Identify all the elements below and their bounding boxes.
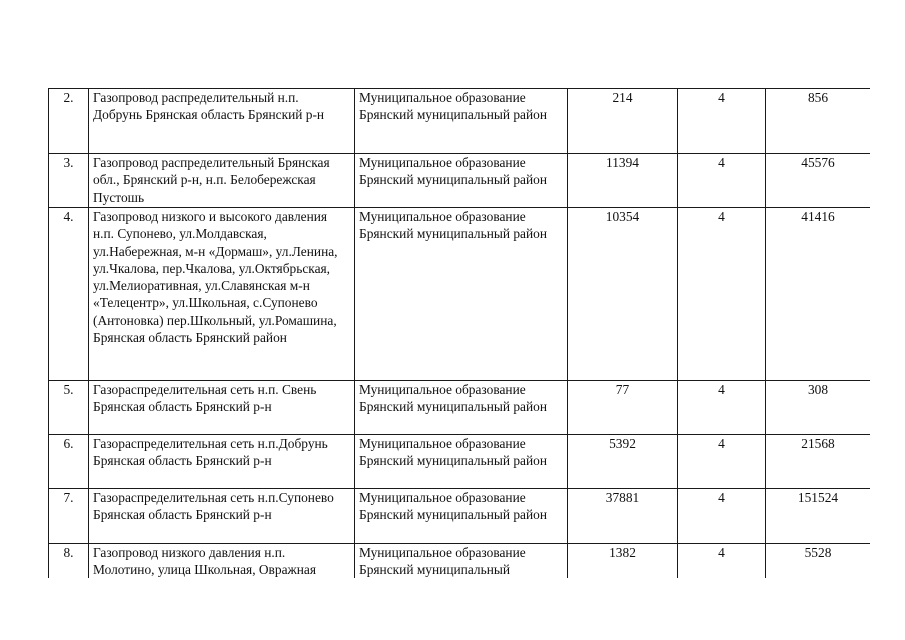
gas-pipeline-table <box>48 88 870 578</box>
row-number: 6. <box>49 435 89 489</box>
owner: Муниципальное образование Брянский муниципальный район <box>355 489 568 544</box>
table-viewport <box>48 88 870 578</box>
row-number: 3. <box>49 154 89 208</box>
rate-value: 4 <box>678 544 766 579</box>
length-value: 10354 <box>568 208 678 381</box>
row-number: 7. <box>49 489 89 544</box>
owner: Муниципальное образование Брянский муниципальный <box>355 544 568 579</box>
object-name: Газопровод низкого давления н.п. Молотино, улица Школьная, Овражная <box>89 544 355 579</box>
total-value: 151524 <box>766 489 871 544</box>
row-number: 2. <box>49 89 89 154</box>
total-value: 308 <box>766 381 871 435</box>
table-row <box>49 544 871 579</box>
length-value: 214 <box>568 89 678 154</box>
object-name: Газопровод распределительный н.п. Добрунь Брянская область Брянский р-н <box>89 89 355 154</box>
owner: Муниципальное образование Брянский муниципальный район <box>355 208 568 381</box>
table-row <box>49 381 871 435</box>
row-number: 4. <box>49 208 89 381</box>
table-row <box>49 154 871 208</box>
length-value: 1382 <box>568 544 678 579</box>
length-value: 5392 <box>568 435 678 489</box>
rate-value: 4 <box>678 89 766 154</box>
object-name: Газораспределительная сеть н.п. Свень Брянская область Брянский р-н <box>89 381 355 435</box>
table-row <box>49 208 871 381</box>
table-row <box>49 89 871 154</box>
length-value: 11394 <box>568 154 678 208</box>
owner: Муниципальное образование Брянский муниципальный район <box>355 381 568 435</box>
owner: Муниципальное образование Брянский муниципальный район <box>355 435 568 489</box>
rate-value: 4 <box>678 381 766 435</box>
table-row <box>49 489 871 544</box>
object-name: Газопровод низкого и высокого давления н.п. Супонево, ул.Молдавская, ул.Набережная, м-н «Дормаш», ул.Ленина, ул.Чкалова, пер.Чкалова, ул.Октябрьская, ул.Мелиоративная, ул.Славянская м-н «Телецентр», ул.Школьная, с.Супонево (Антоновка) пер.Школьный, ул.Ромашина, Брянская область Брянский район <box>89 208 355 381</box>
total-value: 45576 <box>766 154 871 208</box>
object-name: Газораспределительная сеть н.п.Добрунь Брянская область Брянский р-н <box>89 435 355 489</box>
total-value: 21568 <box>766 435 871 489</box>
rate-value: 4 <box>678 208 766 381</box>
table-row <box>49 435 871 489</box>
rate-value: 4 <box>678 435 766 489</box>
length-value: 77 <box>568 381 678 435</box>
object-name: Газопровод распределительный Брянская обл., Брянский р-н, н.п. Белобережская Пустошь <box>89 154 355 208</box>
total-value: 41416 <box>766 208 871 381</box>
row-number: 5. <box>49 381 89 435</box>
total-value: 5528 <box>766 544 871 579</box>
owner: Муниципальное образование Брянский муниципальный район <box>355 89 568 154</box>
length-value: 37881 <box>568 489 678 544</box>
rate-value: 4 <box>678 154 766 208</box>
row-number: 8. <box>49 544 89 579</box>
owner: Муниципальное образование Брянский муниципальный район <box>355 154 568 208</box>
rate-value: 4 <box>678 489 766 544</box>
object-name: Газораспределительная сеть н.п.Супонево Брянская область Брянский р-н <box>89 489 355 544</box>
total-value: 856 <box>766 89 871 154</box>
